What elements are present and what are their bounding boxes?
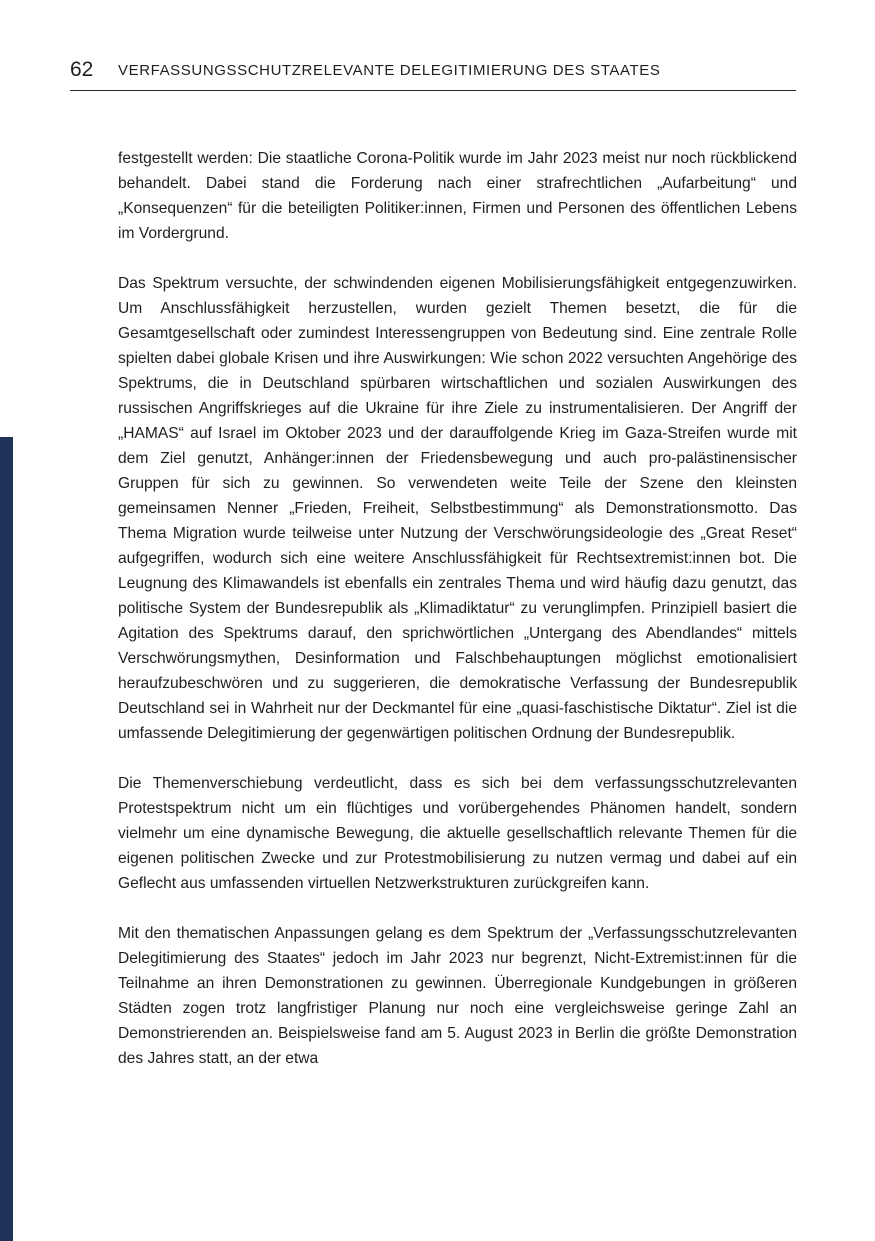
paragraph: Das Spektrum versuchte, der schwindenden eigenen Mobilisierungsfähigkeit entgegenzuwirken. Um Anschlussfähigkeit herzustellen, wurden gezielt Themen besetzt, die für die Gesamtgesellschaft oder zumindest Interessengruppen von Bedeutung sind. Eine zentrale Rolle spielten dabei globale Krisen und ihre Auswirkungen: Wie schon 2022 versuchten Angehörige des Spektrums, die in Deutschland spürbaren wirtschaftlichen und sozialen Auswirkungen des russischen Angriffskrieges auf die Ukraine für ihre Ziele zu instrumentalisieren. Der Angriff der „HAMAS“ auf Israel im Oktober 2023 und der darauffolgende Krieg im Gaza-Streifen wurde mit dem Ziel genutzt, Anhänger:innen der Friedensbewegung und auch pro-palästinensischer Gruppen für sich zu gewinnen. So verwendeten weite Teile der Szene den kleinsten gemeinsamen Nenner „Frieden, Freiheit, Selbstbestimmung“ als Demonstrationsmotto. Das Thema Migration wurde teilweise unter Nutzung der Verschwörungsideologie des „Great Reset“ aufgegriffen, wodurch sich eine weitere Anschlussfähigkeit für Rechtsextremist:innen bot. Die Leugnung des Klimawandels ist ebenfalls ein zentrales Thema und wird häufig dazu genutzt, das politische System der Bundesrepublik als „Klimadiktatur“ zu verunglimpfen. Prinzipiell basiert die Agitation des Spektrums darauf, den sprichwörtlichen „Untergang des Abendlandes“ mittels Verschwörungsmythen, Desinformation und Falschbehauptungen möglichst emotionalisiert heraufzubeschwören und zu suggerieren, die demokratische Verfassung der Bundesrepublik Deutschland sei in Wahrheit nur der Deckmantel für eine „quasi-faschistische Diktatur“. Ziel ist die umfassende Delegitimierung der gegenwärtigen politischen Ordnung der Bundesrepublik. xyxy=(118,275,797,742)
side-color-bar xyxy=(0,437,13,1241)
page-header xyxy=(70,58,796,91)
paragraph: festgestellt werden: Die staatliche Corona-Politik wurde im Jahr 2023 meist nur noch rückblickend behandelt. Dabei stand die Forderung nach einer strafrechtlichen „Aufarbeitung“ und „Konsequenzen“ für die beteiligten Politiker:innen, Firmen und Personen des öffentlichen Lebens im Vordergrund. xyxy=(118,150,797,242)
paragraph: Die Themenverschiebung verdeutlicht, dass es sich bei dem verfassungsschutzrelevanten Protestspektrum nicht um ein flüchtiges und vorübergehendes Phänomen handelt, sondern vielmehr um eine dynamische Bewegung, die aktuelle gesellschaftlich relevante Themen für die eigenen politischen Zwecke und zur Protestmobilisierung zu nutzen vermag und dabei auf ein Geflecht aus umfassenden virtuellen Netzwerkstrukturen zurückgreifen kann. xyxy=(118,775,797,892)
paragraph: Mit den thematischen Anpassungen gelang es dem Spektrum der „Verfassungsschutzrelevanten Delegitimierung des Staates“ jedoch im Jahr 2023 nur begrenzt, Nicht-Extremist:innen für die Teilnahme an ihren Demonstrationen zu gewinnen. Überregionale Kundgebungen in größeren Städten zogen trotz langfristiger Planung nur noch eine vergleichsweise geringe Zahl an Demonstrierenden an. Beispielsweise fand am 5. August 2023 in Berlin die größte Demonstration des Jahres statt, an der etwa xyxy=(118,925,797,1067)
body-text xyxy=(118,146,797,1096)
running-title: VERFASSUNGSSCHUTZRELEVANTE DELEGITIMIERUNG DES STAATES xyxy=(118,62,661,79)
page-number: 62 xyxy=(70,58,94,81)
